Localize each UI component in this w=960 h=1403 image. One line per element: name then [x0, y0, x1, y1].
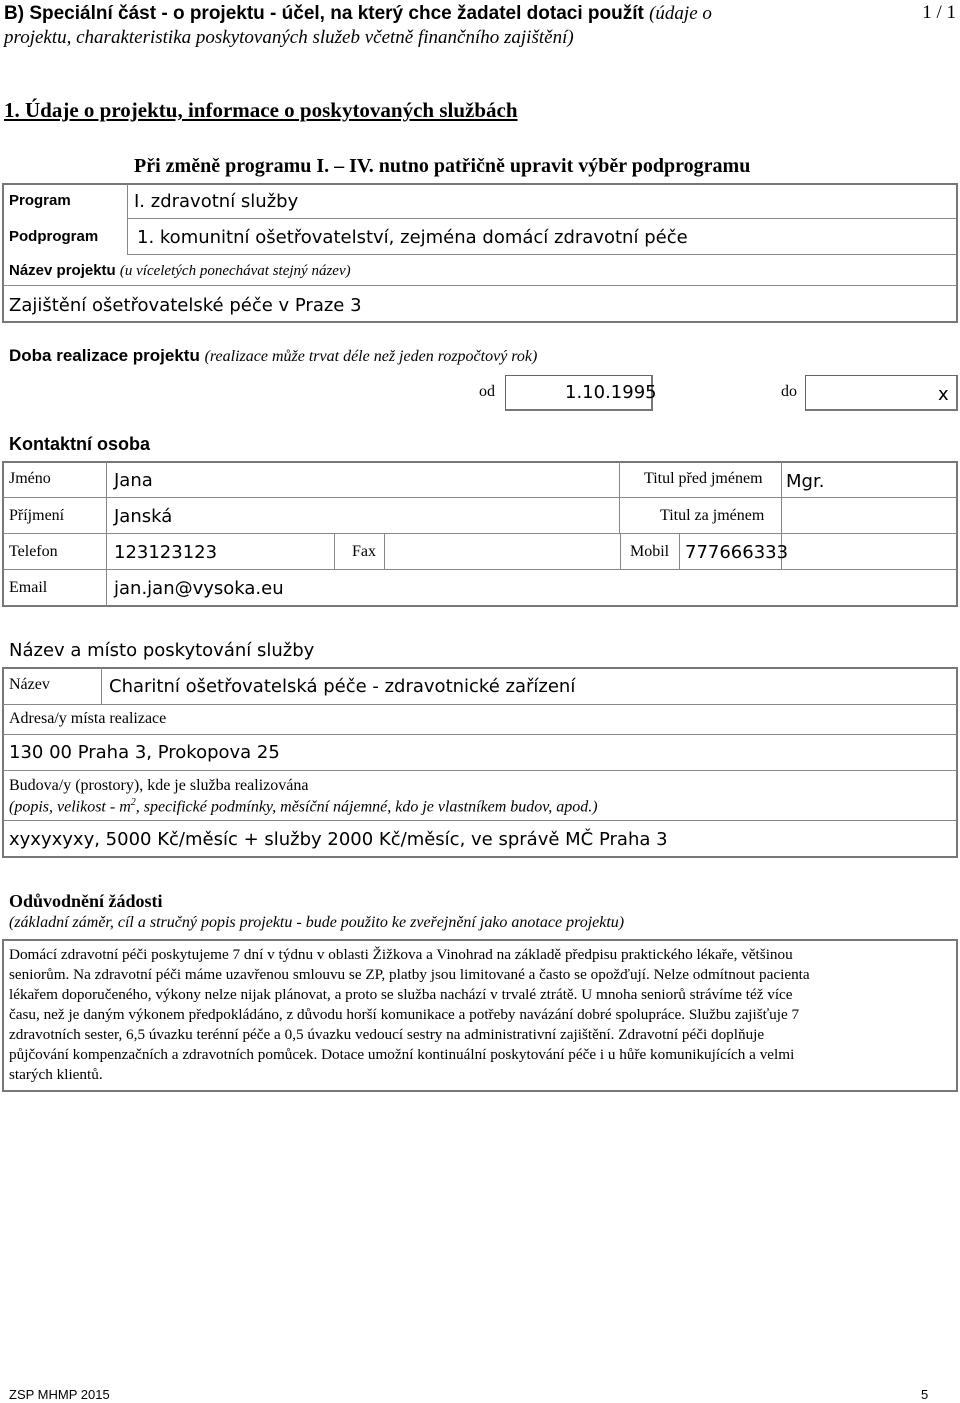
- fax-label: Fax: [352, 543, 376, 560]
- email-value[interactable]: jan.jan@vysoka.eu: [114, 578, 284, 599]
- buildings-value[interactable]: xyxyxyxy, 5000 Kč/měsíc + služby 2000 Kč/měsíc, ve správě MČ Praha 3: [9, 829, 668, 850]
- title-before-label: Titul před jménem: [644, 470, 763, 487]
- phone-label: Telefon: [9, 543, 58, 560]
- document-title-note-2: projektu, charakteristika poskytovaných služeb včetně finančního zajištění): [4, 27, 574, 48]
- duration-hint: (realizace může trvat déle než jeden rozpočtový rok): [204, 348, 538, 365]
- buildings-hint-text: (popis, velikost - m: [9, 798, 131, 816]
- surname-value[interactable]: Janská: [114, 506, 173, 527]
- program-change-note: Při změně programu I. – IV. nutno patřičně upravit výběr podprogramu: [134, 155, 751, 177]
- justification-line: půjčování kompenzačních a zdravotních pomůcek. Dotace umožní kontinuální poskytování péče i u hůře komunikujících a velmi: [9, 1046, 795, 1063]
- to-label: do: [781, 383, 797, 400]
- surname-label: Příjmení: [9, 507, 65, 524]
- footer-left: ZSP MHMP 2015: [9, 1387, 110, 1402]
- first-name-value[interactable]: Jana: [114, 470, 153, 491]
- project-name-label: [9, 262, 351, 280]
- buildings-hint: [9, 797, 598, 816]
- footer-page-number: 5: [921, 1387, 929, 1402]
- justification-line: lékařem doporučeného, výkony nelze nijak plánovat, a proto se služba nachází v trvalé ztrátě. U mnoha seniorů strávíme též více: [9, 986, 793, 1003]
- justification-line: Domácí zdravotní péči poskytujeme 7 dní v týdnu v oblasti Žižkova a Vinohrad na základě předpisu praktického lékaře, většinou: [9, 946, 793, 963]
- buildings-hint-sup: 2: [130, 797, 136, 808]
- buildings-label: Budova/y (prostory), kde je služba realizována: [9, 777, 309, 794]
- justification-line: starých klientů.: [9, 1066, 103, 1083]
- title-before-value[interactable]: Mgr.: [786, 471, 825, 492]
- to-field[interactable]: [805, 375, 958, 411]
- address-value[interactable]: 130 00 Praha 3, Prokopova 25: [9, 742, 280, 763]
- phone-value[interactable]: 123123123: [114, 542, 218, 563]
- subprogram-label: Podprogram: [9, 228, 99, 245]
- justification-hint: (základní záměr, cíl a stručný popis projektu - bude použito ke zveřejnění jako anotace projektu): [9, 914, 625, 931]
- project-name-value[interactable]: Zajištění ošetřovatelské péče v Praze 3: [9, 295, 362, 316]
- title-after-label: Titul za jménem: [660, 507, 765, 524]
- mobile-label: Mobil: [630, 543, 670, 560]
- project-name-label-text: Název projektu: [9, 262, 116, 279]
- service-name-label: Název: [9, 676, 50, 693]
- address-label: Adresa/y místa realizace: [9, 710, 167, 727]
- document-title-note-1: (údaje o: [649, 3, 712, 24]
- duration-label: Doba realizace projektu: [9, 346, 200, 365]
- justification-text: [9, 945, 949, 1085]
- document-title: B) Speciální část - o projektu - účel, na který chce žadatel dotaci použít: [4, 3, 644, 24]
- program-label: Program: [9, 192, 71, 209]
- justification-heading: Odůvodnění žádosti: [9, 891, 163, 911]
- buildings-hint-text-2: , specifické podmínky, měsíční nájemné, kdo je vlastníkem budov, apod.): [135, 798, 598, 816]
- justification-line: času, než je daným výkonem předpokládáno, z důvodu horší komunikace a potřeby navázání dobré spolupráce. Službu zajišťuje 7: [9, 1006, 800, 1023]
- page-number: 1 / 1: [922, 2, 956, 23]
- from-value: 1.10.1995: [565, 382, 657, 403]
- to-value: x: [938, 384, 949, 405]
- project-name-hint: (u víceletých ponechávat stejný název): [119, 263, 351, 279]
- service-heading: Název a místo poskytování služby: [9, 640, 315, 661]
- section-1-heading: 1. Údaje o projektu, informace o poskytovaných službách: [4, 98, 518, 122]
- program-value: I. zdravotní služby: [134, 191, 299, 212]
- mobile-value[interactable]: 777666333: [685, 542, 789, 563]
- subprogram-value: 1. komunitní ošetřovatelství, zejména domácí zdravotní péče: [137, 227, 688, 248]
- email-label: Email: [9, 579, 48, 596]
- service-name-value[interactable]: Charitní ošetřovatelská péče - zdravotnické zařízení: [109, 676, 576, 697]
- duration-heading: [9, 346, 537, 366]
- justification-line: zdravotních sester, 6,5 úvazku terénní péče a 0,5 úvazku vedoucí sestry na administrativní zajištění. Zdravotní péči doplňuje: [9, 1026, 765, 1043]
- contact-heading: Kontaktní osoba: [9, 434, 151, 454]
- document-header: [4, 2, 904, 50]
- from-label: od: [479, 383, 495, 400]
- first-name-label: Jméno: [9, 470, 51, 487]
- justification-line: seniorům. Na zdravotní péči máme uzavřenou smlouvu se ZP, platby jsou limitované a často se opožďují. Nelze odmítnout pacienta: [9, 966, 810, 983]
